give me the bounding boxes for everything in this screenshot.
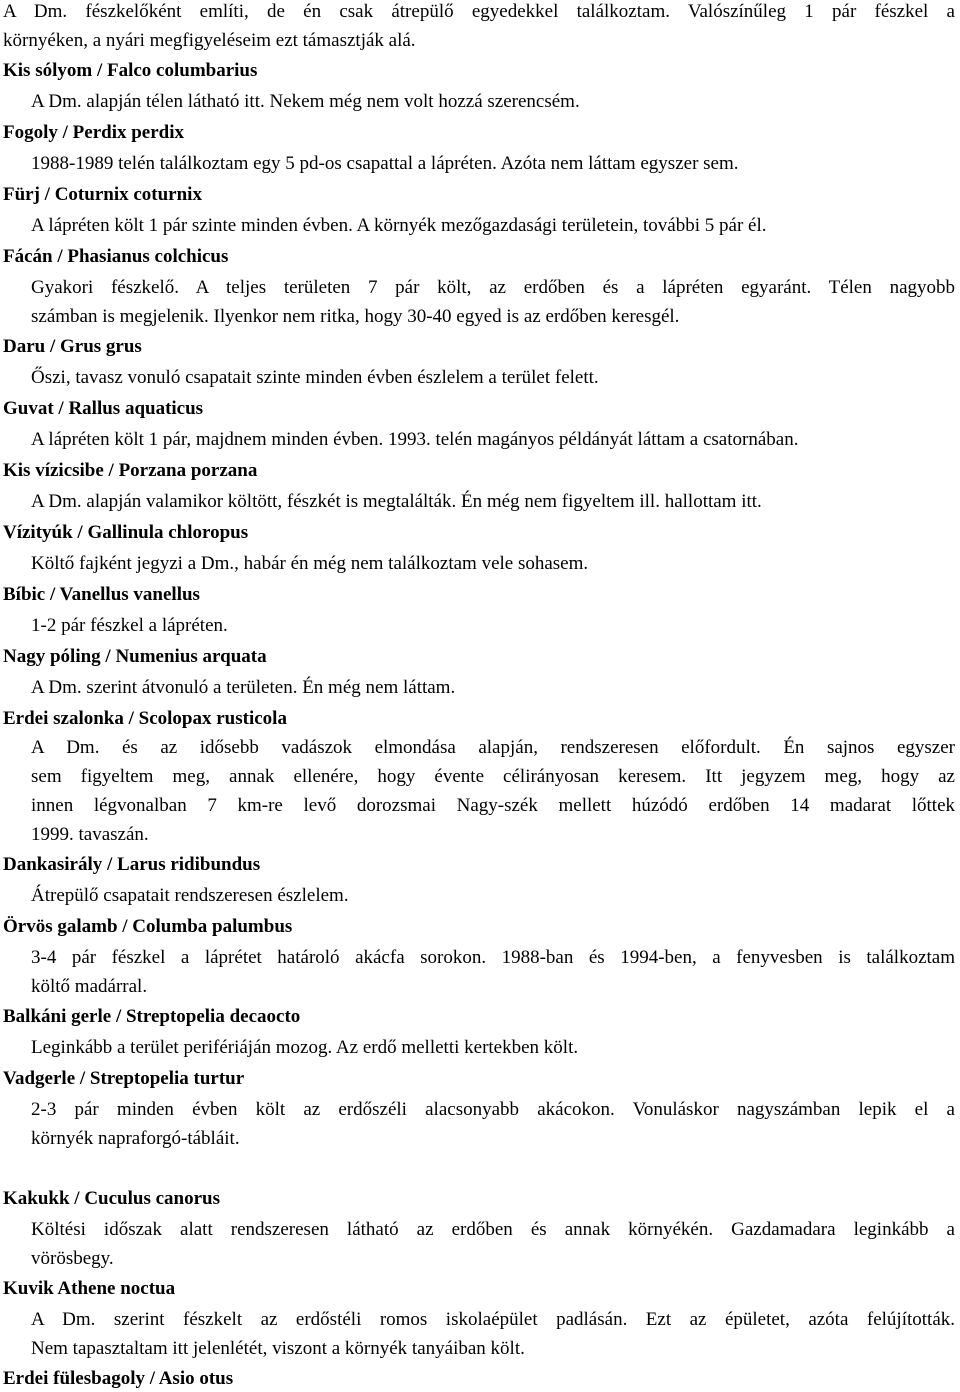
species-heading: Nagy póling / Numenius arquata [3,646,267,667]
species-heading: Fürj / Coturnix coturnix [3,184,202,205]
species-heading: Vízityúk / Gallinula chloropus [3,522,249,543]
species-text: környék napraforgó-tábláit. [31,1128,240,1149]
species-heading: Balkáni gerle / Streptopelia decaocto [3,1006,301,1027]
species-text: A lápréten költ 1 pár, majdnem minden évben. 1993. telén magányos példányát láttam a csatornában. [31,429,799,450]
species-text: Nem tapasztaltam itt jelenlétét, viszont a környék tanyáiban költ. [31,1338,525,1359]
species-heading: Bíbic / Vanellus vanellus [3,584,200,605]
species-text: 1999. tavaszán. [31,824,149,845]
species-text: 1-2 pár fészkel a lápréten. [31,615,228,636]
intro-line: környéken, a nyári megfigyeléseim ezt támasztják alá. [3,30,416,51]
species-heading: Fácán / Phasianus colchicus [3,246,229,267]
species-heading: Erdei fülesbagoly / Asio otus [3,1368,234,1389]
species-text: sem figyeltem meg, annak ellenére, hogy évente célirányosan keresem. Itt jegyzem meg, hogy az [31,766,955,787]
species-heading: Örvös galamb / Columba palumbus [3,916,293,937]
species-text: Költő fajként jegyzi a Dm., habár én még nem találkoztam vele sohasem. [31,553,589,574]
species-heading: Guvat / Rallus aquaticus [3,398,204,419]
species-heading: Kuvik Athene noctua [3,1278,176,1299]
species-heading: Kakukk / Cuculus canorus [3,1188,220,1209]
species-heading: Kis vízicsibe / Porzana porzana [3,460,258,481]
species-text: innen légvonalban 7 km-re levő dorozsmai Nagy-szék mellett húzódó erdőben 14 madarat lőttek [31,795,955,816]
intro-line: A Dm. fészkelőként említi, de én csak átrepülő egyedekkel találkoztam. Valószínűleg 1 pár fészkel a [3,1,955,22]
species-text: A Dm. szerint fészkelt az erdőstéli romos iskolaépület padlásán. Ezt az épületet, azóta felújították. [31,1309,955,1330]
species-heading: Kis sólyom / Falco columbarius [3,60,258,81]
species-text: Költési időszak alatt rendszeresen látható az erdőben és annak környékén. Gazdamadara leginkább a [31,1219,955,1240]
species-heading: Fogoly / Perdix perdix [3,122,185,143]
species-text: vörösbegy. [31,1248,114,1269]
species-text: Gyakori fészkelő. A teljes területen 7 pár költ, az erdőben és a lápréten egyaránt. Télen nagyobb [31,277,955,298]
species-text: Leginkább a terület perifériáján mozog. Az erdő melletti kertekben költ. [31,1037,579,1058]
species-text: A Dm. szerint átvonuló a területen. Én még nem láttam. [31,677,456,698]
species-text: 2-3 pár minden évben költ az erdőszéli alacsonyabb akácokon. Vonuláskor nagyszámban lepik el a [31,1099,955,1120]
species-heading: Dankasirály / Larus ridibundus [3,854,261,875]
species-text: A Dm. alapján télen látható itt. Nekem még nem volt hozzá szerencsém. [31,91,580,112]
species-text: 3-4 pár fészkel a láprétet határoló akácfa sorokon. 1988-ban és 1994-ben, a fenyvesben is találkoztam [31,947,955,968]
species-text: Őszi, tavasz vonuló csapatait szinte minden évben észlelem a terület felett. [31,367,599,388]
species-heading: Daru / Grus grus [3,336,142,357]
species-text: A lápréten költ 1 pár szinte minden évben. A környék mezőgazdasági területein, további 5 pár él. [31,215,767,236]
species-text: költő madárral. [31,976,148,997]
species-text: A Dm. alapján valamikor költött, fészkét is megtalálták. Én még nem figyeltem ill. hallottam itt. [31,491,762,512]
species-text: 1988-1989 telén találkoztam egy 5 pd-os csapattal a lápréten. Azóta nem láttam egyszer sem. [31,153,739,174]
species-text: számban is megjelenik. Ilyenkor nem ritka, hogy 30-40 egyed is az erdőben keresgél. [31,306,680,327]
species-heading: Erdei szalonka / Scolopax rusticola [3,708,287,729]
species-heading: Vadgerle / Streptopelia turtur [3,1068,245,1089]
species-text: A Dm. és az idősebb vadászok elmondása alapján, rendszeresen előfordult. Én sajnos egyszer [31,737,955,758]
species-text: Átrepülő csapatait rendszeresen észlelem. [31,885,349,906]
